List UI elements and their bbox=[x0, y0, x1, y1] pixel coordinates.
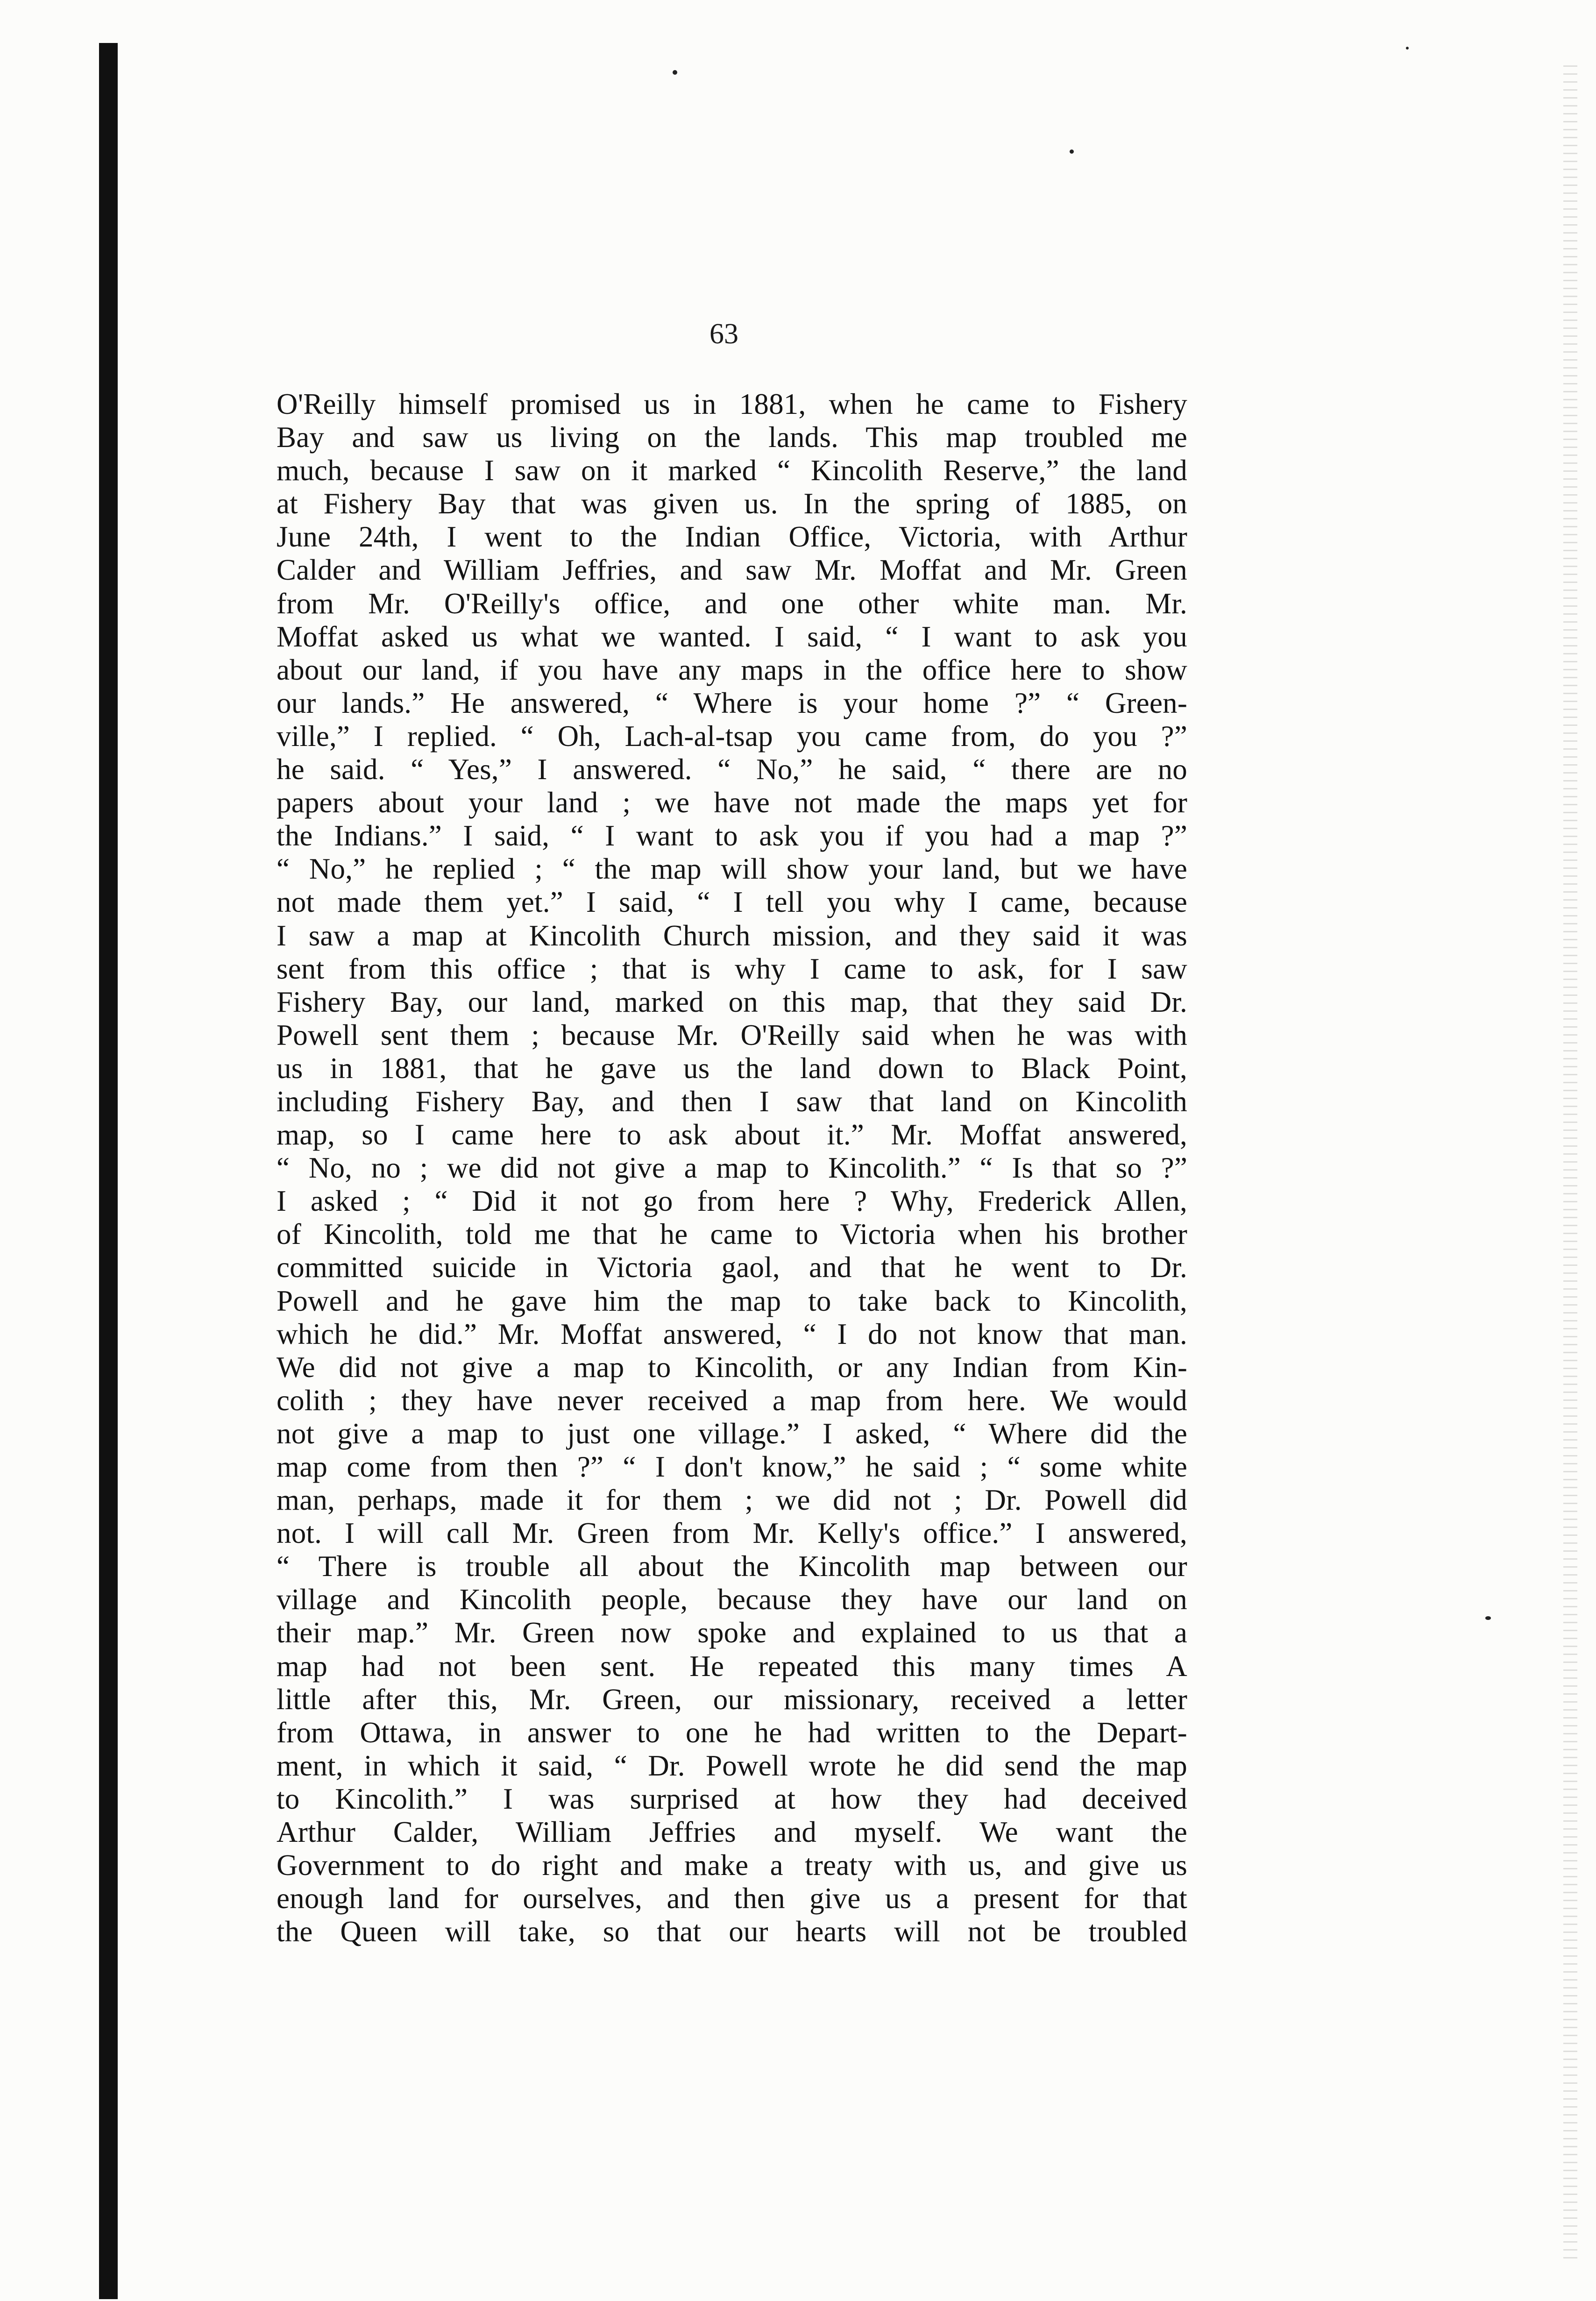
text-line: at Fishery Bay that was given us. In the spring of 1885, on bbox=[277, 487, 1187, 520]
dust-mark bbox=[1406, 47, 1409, 50]
text-line: Fishery Bay, our land, marked on this map, that they said Dr. bbox=[277, 985, 1187, 1018]
text-line: “ No,” he replied ; “ the map will show your land, but we have bbox=[277, 852, 1187, 886]
text-line: not made them yet.” I said, “ I tell you why I came, because bbox=[277, 886, 1187, 919]
text-line: Calder and William Jeffries, and saw Mr. Moffat and Mr. Green bbox=[277, 554, 1187, 587]
dust-mark bbox=[673, 70, 677, 75]
text-line: colith ; they have never received a map from here. We would bbox=[277, 1384, 1187, 1417]
dust-mark bbox=[1070, 149, 1074, 154]
text-line: map come from then ?” “ I don't know,” he said ; “ some white bbox=[277, 1450, 1187, 1483]
text-line: not give a map to just one village.” I asked, “ Where did the bbox=[277, 1417, 1187, 1450]
text-line: the Queen will take, so that our hearts will not be troubled bbox=[277, 1915, 1187, 1948]
text-line: man, perhaps, made it for them ; we did not ; Dr. Powell did bbox=[277, 1484, 1187, 1517]
text-line: Powell sent them ; because Mr. O'Reilly said when he was with bbox=[277, 1018, 1187, 1051]
dust-mark bbox=[1485, 1616, 1491, 1620]
text-line: O'Reilly himself promised us in 1881, when he came to Fishery bbox=[277, 388, 1187, 420]
text-line: the Indians.” I said, “ I want to ask you if you had a map ?” bbox=[277, 819, 1187, 852]
text-line: much, because I saw on it marked “ Kincolith Reserve,” the land bbox=[277, 454, 1187, 487]
text-line: We did not give a map to Kincolith, or any Indian from Kin- bbox=[277, 1350, 1187, 1384]
text-line: us in 1881, that he gave us the land down to Black Point, bbox=[277, 1051, 1187, 1085]
text-line: Arthur Calder, William Jeffries and myself. We want the bbox=[277, 1816, 1187, 1849]
binding-edge bbox=[99, 43, 118, 2299]
text-line: which he did.” Mr. Moffat answered, “ I do not know that man. bbox=[277, 1317, 1187, 1350]
text-line: Bay and saw us living on the lands. This map troubled me bbox=[277, 421, 1187, 454]
text-line: June 24th, I went to the Indian Office, Victoria, with Arthur bbox=[277, 520, 1187, 554]
text-line: enough land for ourselves, and then give us a present for that bbox=[277, 1882, 1187, 1915]
text-line: Powell and he gave him the map to take back to Kincolith, bbox=[277, 1284, 1187, 1317]
text-line: village and Kincolith people, because they have our land on bbox=[277, 1583, 1187, 1616]
page-number: 63 bbox=[709, 318, 738, 350]
text-line: their map.” Mr. Green now spoke and explained to us that a bbox=[277, 1616, 1187, 1649]
text-line: little after this, Mr. Green, our missionary, received a letter bbox=[277, 1683, 1187, 1716]
page-edge-speckle bbox=[1563, 65, 1577, 2261]
text-line: ment, in which it said, “ Dr. Powell wrote he did send the map bbox=[277, 1749, 1187, 1782]
text-line: map, so I came here to ask about it.” Mr. Moffat answered, bbox=[277, 1118, 1187, 1151]
text-line: Government to do right and make a treaty with us, and give us bbox=[277, 1849, 1187, 1882]
text-line: sent from this office ; that is why I came to ask, for I saw bbox=[277, 952, 1187, 985]
text-line: he said. “ Yes,” I answered. “ No,” he said, “ there are no bbox=[277, 753, 1187, 786]
text-line: to Kincolith.” I was surprised at how they had deceived bbox=[277, 1782, 1187, 1815]
text-line: committed suicide in Victoria gaol, and that he went to Dr. bbox=[277, 1251, 1187, 1284]
text-line: map had not been sent. He repeated this many times A bbox=[277, 1649, 1187, 1683]
text-line: including Fishery Bay, and then I saw that land on Kincolith bbox=[277, 1085, 1187, 1118]
text-line: “ No, no ; we did not give a map to Kincolith.” “ Is that so ?” bbox=[277, 1151, 1187, 1185]
text-line: our lands.” He answered, “ Where is your home ?” “ Green- bbox=[277, 686, 1187, 719]
text-line: papers about your land ; we have not made the maps yet for bbox=[277, 786, 1187, 819]
text-line: Moffat asked us what we wanted. I said, “ I want to ask you bbox=[277, 620, 1187, 653]
text-line: not. I will call Mr. Green from Mr. Kelly's office.” I answered, bbox=[277, 1517, 1187, 1550]
text-line: from Mr. O'Reilly's office, and one other white man. Mr. bbox=[277, 587, 1187, 620]
text-line: of Kincolith, told me that he came to Victoria when his brother bbox=[277, 1218, 1187, 1251]
text-line: I asked ; “ Did it not go from here ? Why, Frederick Allen, bbox=[277, 1185, 1187, 1218]
text-line: from Ottawa, in answer to one he had written to the Depart- bbox=[277, 1716, 1187, 1749]
text-line: I saw a map at Kincolith Church mission, and they said it was bbox=[277, 919, 1187, 952]
text-line: “ There is trouble all about the Kincolith map between our bbox=[277, 1550, 1187, 1583]
text-line: about our land, if you have any maps in the office here to show bbox=[277, 653, 1187, 686]
body-text bbox=[277, 388, 1187, 1948]
text-line: ville,” I replied. “ Oh, Lach-al-tsap you came from, do you ?” bbox=[277, 719, 1187, 753]
